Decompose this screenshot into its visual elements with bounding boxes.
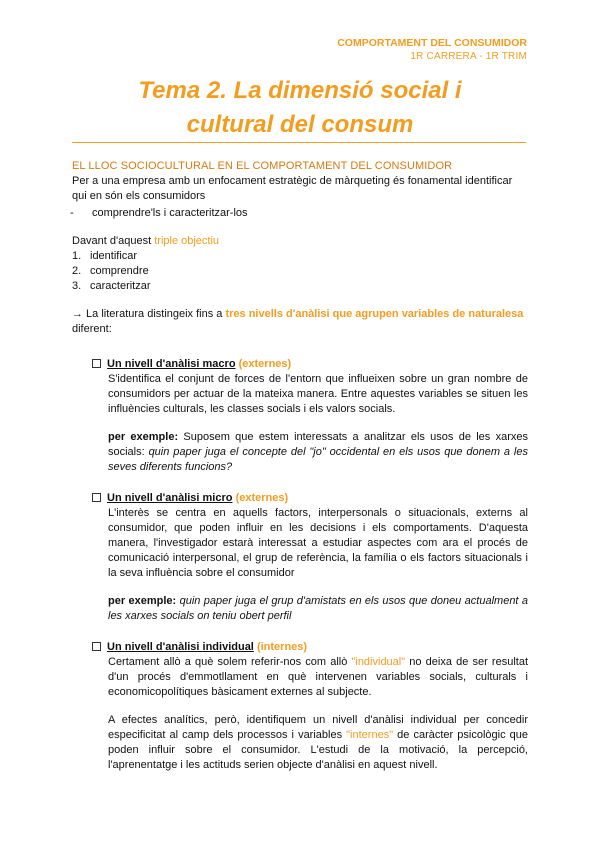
- page-header: [337, 36, 527, 64]
- list-item: 2. comprendre: [72, 265, 149, 277]
- section-heading: EL LLOC SOCIOCULTURAL EN EL COMPORTAMENT DEL CONSUMIDOR: [72, 160, 453, 172]
- level-description: Certament allò a què solem referir-nos com allò "individual" no deixa de ser resultat d'un procés d'emmotllament en què intervenen variables socials, culturals i economicopolítiques bàsicament externes al subjecte.: [108, 656, 528, 698]
- title-divider: [72, 142, 526, 143]
- level-heading: Un nivell d'anàlisi individual (internes): [92, 640, 528, 655]
- level-individual: [92, 640, 528, 773]
- checkbox-icon: [92, 642, 101, 651]
- intro-paragraph: Per a una empresa amb un enfocament estratègic de màrqueting és fonamental identificar qui en són els consumidors: [72, 175, 513, 202]
- level-micro: [92, 491, 528, 624]
- checkbox-icon: [92, 493, 101, 502]
- title-line-1: Tema 2. La dimensió social i: [138, 77, 462, 104]
- intro-list: [72, 206, 528, 221]
- example: per exemple: quin paper juga el grup d'amistats en els usos que doneu actualment a les xarxes socials on teniu obert perfil: [108, 595, 528, 622]
- course-term: 1R CARRERA - 1R TRIM: [410, 51, 527, 62]
- level-description: L'interès se centra en aquells factors, interpersonals o situacionals, externs al consumidor, que poden influir en les decisions i els comportaments. D'aquesta manera, l'investigador estarà interessat a estudiar aspectes com ara el procés de comunicació interpersonal, el grup de referència, la família o els factors situacionals i la seva influència sobre el consumidor: [108, 507, 528, 579]
- objective-highlight: triple objectiu: [154, 235, 220, 247]
- level-heading: Un nivell d'anàlisi micro (externes): [92, 491, 528, 506]
- objective-line: Davant d'aquest triple objectiu: [72, 235, 220, 247]
- objectives-list: [72, 249, 528, 294]
- example: per exemple: Suposem que estem interessats a analitzar els usos de les xarxes socials: quin paper juga el concepte del "jo" occidental en els usos que donem a les seves diferents funcions?: [108, 431, 528, 473]
- literature-highlight: tres nivells d'anàlisi que agrupen variables de naturalesa: [225, 308, 524, 320]
- list-item: 3. caracteritzar: [72, 280, 151, 292]
- list-item: 1. identificar: [72, 250, 138, 262]
- course-name: COMPORTAMENT DEL CONSUMIDOR: [337, 37, 527, 49]
- level-heading: Un nivell d'anàlisi macro (externes): [92, 357, 528, 372]
- page-title: [0, 74, 600, 142]
- document-body: [72, 159, 528, 773]
- level-description: S'identifica el conjunt de forces de l'entorn que influeixen sobre un gran nombre de consumidors per actuar de la mateixa manera. Entre aquestes variables se situen les influències culturals, les classes socials i els valors socials.: [108, 373, 528, 415]
- list-item: - comprendre'ls i caracteritzar-los: [72, 206, 528, 221]
- level-paragraph: A efectes analítics, però, identifiquem un nivell d'anàlisi individual per concedir especificitat al camp dels processos i variables "internes" de caràcter psicològic que poden influir sobre el consumidor. L'estudi de la motivació, la percepció, l'aprenentatge i les actituds serien objecte d'anàlisi en aquest nivell.: [108, 714, 528, 771]
- literature-paragraph: → La literatura distingeix fins a tres nivells d'anàlisi que agrupen variables de naturalesa diferent:: [72, 308, 524, 335]
- example-question: quin paper juga el concepte del "jo" occidental en els usos que donem a les seves diferents funcions?: [108, 446, 528, 473]
- checkbox-icon: [92, 359, 101, 368]
- title-line-2: cultural del consum: [186, 111, 414, 138]
- example-question: quin paper juga el grup d'amistats en els usos que doneu actualment a les xarxes socials on teniu obert perfil: [108, 595, 528, 622]
- level-macro: [92, 357, 528, 475]
